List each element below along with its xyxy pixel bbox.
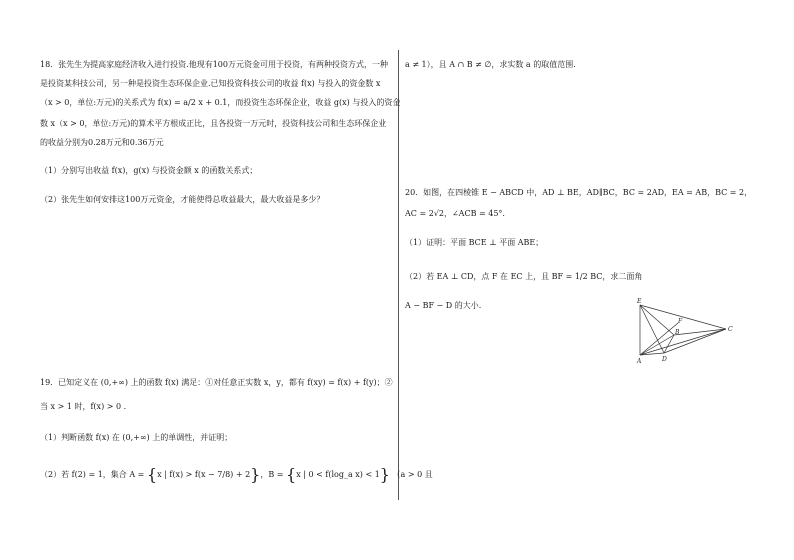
right-brace-a: } — [250, 465, 261, 484]
q20-part2-line1: （2）若 EA ⊥ CD，点 F 在 EC 上，且 BF = 1/2 BC，求二面角 — [405, 272, 643, 281]
q20-line1: 20．如图，在四棱锥 E − ABCD 中，AD ⊥ BE，AD∥BC，BC = 2AD，EA = AB，BC = 2， — [405, 188, 753, 197]
left-brace-a: { — [146, 465, 158, 484]
q18-line4: 数 x（x > 0，单位:万元)的算术平方根成正比，且各投资一万元时，投资科技公司和生态环保企业 — [40, 119, 387, 128]
q19-part2-prefix: （2）若 f(2) = 1，集合 A = — [40, 470, 145, 479]
label-a: A — [637, 358, 642, 365]
q19-part2 — [40, 465, 433, 484]
q18-line3: （x > 0，单位:万元)的关系式为 f(x) = a/2 x + 0.1，而投资生态环保企业，收益 g(x) 与投入的资金 — [40, 98, 401, 107]
q19-continuation: a ≠ 1），且 A ∩ B ≠ ∅，求实数 a 的取值范围. — [405, 60, 576, 69]
q19-line2: 当 x > 1 时，f(x) > 0 . — [40, 402, 127, 411]
q20-line2: AC = 2√2，∠ACB = 45°. — [405, 209, 505, 218]
label-c: C — [728, 326, 733, 333]
right-column — [405, 0, 765, 560]
right-brace-b: } — [379, 465, 390, 484]
label-e: E — [637, 298, 642, 305]
q19-line1: 19．已知定义在 (0,+∞) 上的函数 f(x) 满足：①对任意正实数 x，y，都有 f(xy) = f(x) + f(y)；② — [40, 378, 393, 387]
left-column — [40, 0, 433, 560]
label-d: D — [662, 356, 667, 363]
column-divider — [398, 50, 399, 500]
q20-part1: （1）证明：平面 BCE ⊥ 平面 ABE； — [405, 238, 544, 247]
label-b: B — [675, 329, 680, 336]
q18-part2: （2）张先生如何安排这100万元资金，才能使得总收益最大，最大收益是多少？ — [40, 195, 325, 204]
q18-line5: 的收益分别为0.28万元和0.36万元 — [40, 138, 164, 147]
q20-part2-line2: A − BF − D 的大小. — [405, 301, 482, 310]
q19-part2-suffix: （a > 0 且 — [392, 470, 433, 479]
set-a: x | f(x) > f(x − 7/8) + 2 — [157, 470, 251, 479]
pyramid-figure — [632, 297, 742, 367]
set-b: x | 0 < f(log_a x) < 1 — [296, 470, 380, 479]
q18-part1: （1）分别写出收益 f(x)，g(x) 与投资金额 x 的函数关系式； — [40, 166, 258, 175]
q19-set-b-prefix: ，B = — [260, 470, 284, 479]
q18-line1: 18．张先生为提高家庭经济收入进行投资.他现有100万元资金可用于投资，有两种投资方式，一种 — [40, 60, 388, 69]
left-brace-b: { — [286, 465, 297, 484]
q19-part1: （1）判断函数 f(x) 在 (0,+∞) 上的单调性，并证明； — [40, 433, 233, 442]
label-f: F — [678, 318, 683, 325]
q18-line2: 是投资某科技公司，另一种是投资生态环保企业.已知投资科技公司的收益 f(x) 与投入的资金数 x — [40, 79, 381, 88]
